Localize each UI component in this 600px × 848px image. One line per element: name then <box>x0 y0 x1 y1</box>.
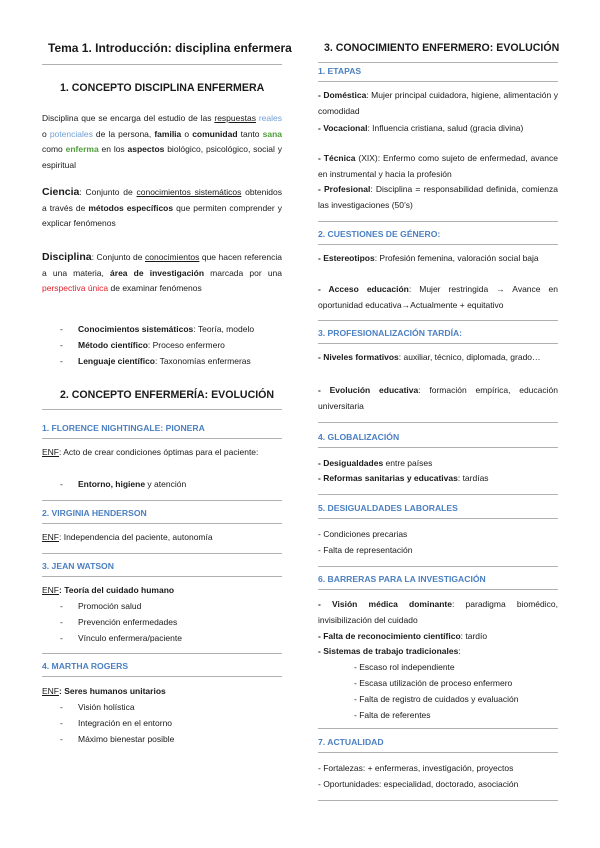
barreras-list <box>354 659 518 723</box>
barreras-vision: - Visión médica dominante: paradigma biomédico, invisibilización del cuidado <box>318 599 558 625</box>
divider <box>42 676 282 677</box>
genero-acceso: - Acceso educación: Mujer restringida → Avance en oportunidad educativa→Actualmente + equitativo <box>318 284 558 310</box>
watson-list <box>60 598 182 646</box>
divider <box>318 589 558 590</box>
divider <box>318 221 558 222</box>
watson-definition: ENF: Teoría del cuidado humano <box>42 585 175 595</box>
divider <box>318 447 558 448</box>
virginia-heading: 2. VIRGINIA HENDERSON <box>42 508 147 518</box>
divider <box>318 343 558 344</box>
list-item: - Integración en el entorno <box>60 718 173 728</box>
divider <box>42 553 282 554</box>
discipline-definition: Disciplina que se encarga del estudio de las respuestas reales o potenciales de la persona, familia o comunidad tanto sana como enferma en los aspectos biológico, psicológico, social y espiritual <box>42 113 282 170</box>
etapa-vocacional: - Vocacional: Influencia cristiana, salud (gracia divina) <box>318 123 524 133</box>
divider <box>318 518 558 519</box>
list-item: - Oportunidades: especialidad, doctorado, asociación <box>318 779 519 789</box>
divider <box>318 422 558 423</box>
divider <box>318 81 558 82</box>
rogers-definition: ENF: Seres humanos unitarios <box>42 686 166 696</box>
profesionalizacion-heading: 3. PROFESIONALIZACIÓN TARDÍA: <box>318 328 463 338</box>
divider <box>42 523 282 524</box>
list-item: - Prevención enfermedades <box>60 617 178 627</box>
section-1-heading: 1. CONCEPTO DISCIPLINA ENFERMERA <box>60 82 265 94</box>
title-divider <box>42 64 282 65</box>
desigualdades-heading: 5. DESIGUALDADES LABORALES <box>318 503 458 513</box>
list-item: - Entorno, higiene y atención <box>60 479 187 489</box>
list-item: - Promoción salud <box>60 601 142 611</box>
profesionalizacion-niveles: - Niveles formativos: auxiliar, técnico, diplomada, grado… <box>318 352 541 362</box>
florence-definition: ENF: Acto de crear condiciones óptimas para el paciente: <box>42 447 259 457</box>
genero-estereotipos: - Estereotipos: Profesión femenina, valoración social baja <box>318 253 539 263</box>
divider <box>318 244 558 245</box>
watson-heading: 3. JEAN WATSON <box>42 561 114 571</box>
divider <box>42 576 282 577</box>
etapa-domestica: - Doméstica: Mujer principal cuidadora, higiene, alimentación y comodidad <box>318 90 558 116</box>
rogers-heading: 4. MARTHA ROGERS <box>42 661 129 671</box>
divider <box>318 62 558 63</box>
list-item: - Reformas sanitarias y educativas: tardías <box>318 473 489 483</box>
list-item: - Lenguaje científico: Taxonomías enfermeras <box>60 356 251 366</box>
document-title: Tema 1. Introducción: disciplina enfermera <box>48 41 292 55</box>
etapa-profesional: - Profesional: Disciplina = responsabilidad definida, comienza las investigaciones (50’s) <box>318 184 558 210</box>
divider <box>42 500 282 501</box>
virginia-definition: ENF: Independencia del paciente, autonomía <box>42 532 213 542</box>
list-item: - Escasa utilización de proceso enfermero <box>354 678 513 688</box>
list-item: - Desigualdades entre países <box>318 458 433 468</box>
disciplina-definition: Disciplina: Conjunto de conocimientos que hacen referencia a una materia, área de investigación marcada por una perspectiva única de examinar fenómenos <box>42 251 283 293</box>
divider <box>42 438 282 439</box>
florence-heading: 1. FLORENCE NIGHTINGALE: PIONERA <box>42 423 205 433</box>
profesionalizacion-evolucion: - Evolución educativa: formación empírica, educación universitaria <box>318 385 558 411</box>
divider <box>318 800 558 801</box>
barreras-sistemas: - Sistemas de trabajo tradicionales: <box>318 646 461 656</box>
divider <box>318 320 558 321</box>
barreras-heading: 6. BARRERAS PARA LA INVESTIGACIÓN <box>318 574 486 584</box>
list-item: - Fortalezas: + enfermeras, investigación, proyectos <box>318 763 514 773</box>
list-item: - Vínculo enfermera/paciente <box>60 633 182 643</box>
components-list <box>60 321 254 369</box>
genero-heading: 2. CUESTIONES DE GÉNERO: <box>318 229 441 239</box>
etapas-heading: 1. ETAPAS <box>318 66 362 76</box>
section-2-divider <box>42 409 282 410</box>
divider <box>318 566 558 567</box>
list-item: - Falta de referentes <box>354 710 431 720</box>
divider <box>318 728 558 729</box>
list-item: - Condiciones precarias <box>318 529 408 539</box>
globalizacion-heading: 4. GLOBALIZACIÓN <box>318 432 400 442</box>
list-item: - Falta de representación <box>318 545 413 555</box>
list-item: - Visión holística <box>60 702 135 712</box>
divider <box>318 494 558 495</box>
list-item: - Máximo bienestar posible <box>60 734 175 744</box>
barreras-falta: - Falta de reconocimiento científico: tardío <box>318 631 488 641</box>
divider <box>42 653 282 654</box>
list-item: - Falta de registro de cuidados y evaluación <box>354 694 519 704</box>
rogers-list <box>60 699 174 747</box>
list-item: - Método científico: Proceso enfermero <box>60 340 225 350</box>
list-item: - Escaso rol independiente <box>354 662 455 672</box>
list-item: - Conocimientos sistemáticos: Teoría, modelo <box>60 324 255 334</box>
ciencia-definition: Ciencia: Conjunto de conocimientos sistemáticos obtenidos a través de métodos específicos que permiten comprender y explicar fenómenos <box>42 186 282 228</box>
divider <box>318 752 558 753</box>
section-3-heading: 3. CONOCIMIENTO ENFERMERO: EVOLUCIÓN <box>324 42 560 54</box>
section-2-heading: 2. CONCEPTO ENFERMERÍA: EVOLUCIÓN <box>60 389 275 401</box>
etapa-tecnica: - Técnica (XIX): Enfermo como sujeto de enfermedad, avance en instrumental y hacia la profesión <box>318 153 558 179</box>
actualidad-heading: 7. ACTUALIDAD <box>318 737 384 747</box>
